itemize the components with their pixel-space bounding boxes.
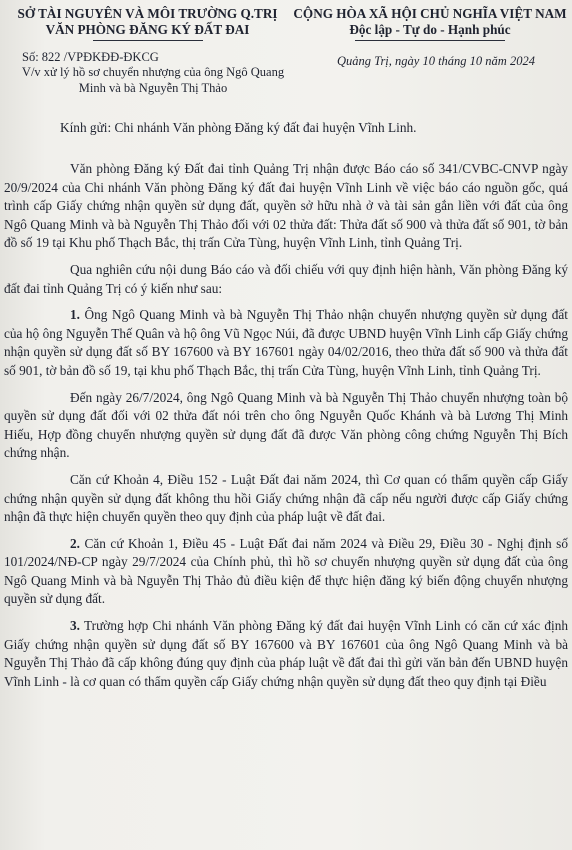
motto: Độc lập - Tự do - Hạnh phúc <box>349 22 511 37</box>
paragraph <box>4 306 568 380</box>
agency-parent: SỞ TÀI NGUYÊN VÀ MÔI TRƯỜNG Q.TRỊ <box>17 6 278 21</box>
national-header <box>288 6 572 41</box>
agency-name: VĂN PHÒNG ĐĂNG KÝ ĐẤT ĐAI <box>45 22 250 37</box>
paragraph-text: Căn cứ Khoản 1, Điều 45 - Luật Đất đai năm 2024 và Điều 29, Điều 30 - Nghị định số 101/2024/NĐ-CP ngày 29/7/2024 của Chính phủ, thì hồ sơ chuyển nhượng quyền sử dụng đất của ông Ngô Quang Minh và bà Nguyễn Thị Thảo đủ điều kiện để thực hiện đăng ký biến động chuyển nhượng quyền sử dụng đất. <box>4 535 569 607</box>
paragraph-text: Văn phòng Đăng ký Đất đai tỉnh Quảng Trị nhận được Báo cáo số 341/CVBC-CNVP ngày 20/9/2024 của Chi nhánh Văn phòng Đăng ký đất đai huyện Vĩnh Linh về việc báo cáo nguồn gốc, quá trình cấp Giấy chứng nhận quyền sử dụng đất, quyền sở hữu nhà ở và tài sản gắn liền với đất của ông Ngô Quang Minh và bà Nguyễn Thị Thảo đối với 02 thửa đất: Thửa đất số 900 và thửa đất số 901, tờ bản đồ số 19 tại Khu phố Thạch Bắc, thị trấn Cửa Tùng, huyện Vĩnh Linh, tỉnh Quảng Trị. <box>4 161 568 251</box>
motto-underline <box>355 40 505 41</box>
issue-date: Quảng Trị, ngày 10 tháng 10 năm 2024 <box>337 54 535 68</box>
paragraph <box>4 535 568 609</box>
agency-underline <box>93 40 203 41</box>
paragraph-text: Đến ngày 26/7/2024, ông Ngô Quang Minh và bà Nguyễn Thị Thảo chuyển nhượng toàn bộ quyền sử dụng đất đối với 02 thửa đất nói trên cho ông Nguyễn Quốc Khánh và bà Lương Thị Minh Hiếu, Hợp đồng chuyển nhượng quyền sử dụng đất đã được Văn phòng công chứng Nguyễn Thị Bích chứng nhận. <box>4 389 568 461</box>
paragraph-text: Căn cứ Khoản 4, Điều 152 - Luật Đất đai năm 2024, thì Cơ quan có thẩm quyền cấp Giấy chứng nhận quyền sử dụng đất không thu hồi Giấy chứng nhận đã cấp nếu người được cấp Giấy chứng nhận đã thực hiện chuyển quyền theo quy định của pháp luật về đất đai. <box>4 471 568 525</box>
item-number: 2. <box>70 535 80 551</box>
agency-header <box>0 6 295 41</box>
paragraph <box>4 471 568 527</box>
item-number: 1. <box>70 307 80 323</box>
paragraph <box>4 389 568 463</box>
document-body <box>4 160 568 699</box>
paragraph-text: Ông Ngô Quang Minh và bà Nguyễn Thị Thảo nhận chuyển nhượng quyền sử dụng đất của hộ ông Nguyễn Thế Quân và hộ ông Vũ Ngọc Núi, đã được UBND huyện Vĩnh Linh cấp Giấy chứng nhận quyền sử dụng đất số BY 167600 và BY 167601 ngày 04/02/2016, theo thửa đất số 900 và thửa đất số 901, tờ bản đồ số 19, tại khu phố Thạch Bắc, thị trấn Cửa Tùng, huyện Vĩnh Linh, tỉnh Quảng Trị. <box>4 307 568 378</box>
subject-line: V/v xử lý hồ sơ chuyển nhượng của ông Ngô Quang Minh và bà Nguyễn Thị Thảo <box>21 65 285 95</box>
paragraph <box>4 160 568 253</box>
paragraph-text: Trường hợp Chi nhánh Văn phòng Đăng ký đất đai huyện Vĩnh Linh có căn cứ xác định Giấy chứng nhận quyền sử dụng đất số BY 167600 và BY 167601 của ông Ngô Quang Minh và bà Nguyễn Thị Thảo đã cấp không đúng quy định của pháp luật về đất đai thì gửi văn bản đến UBND huyện Vĩnh Linh - là cơ quan có thẩm quyền cấp Giấy chứng nhận quyền sử dụng đất theo quy định tại Điều <box>4 618 568 689</box>
reference-number: Số: 822 /VPĐKĐĐ-ĐKCG <box>22 50 159 64</box>
paragraph <box>4 261 568 298</box>
paragraph-text: Qua nghiên cứu nội dung Báo cáo và đối chiếu với quy định hiện hành, Văn phòng Đăng ký đất đai tỉnh Quảng Trị có ý kiến như sau: <box>4 261 568 296</box>
item-number: 3. <box>70 618 80 634</box>
nation-title: CỘNG HÒA XÃ HỘI CHỦ NGHĨA VIỆT NAM <box>293 6 567 21</box>
paragraph <box>4 617 568 691</box>
recipient-line: Kính gửi: Chi nhánh Văn phòng Đăng ký đất đai huyện Vĩnh Linh. <box>60 120 417 135</box>
